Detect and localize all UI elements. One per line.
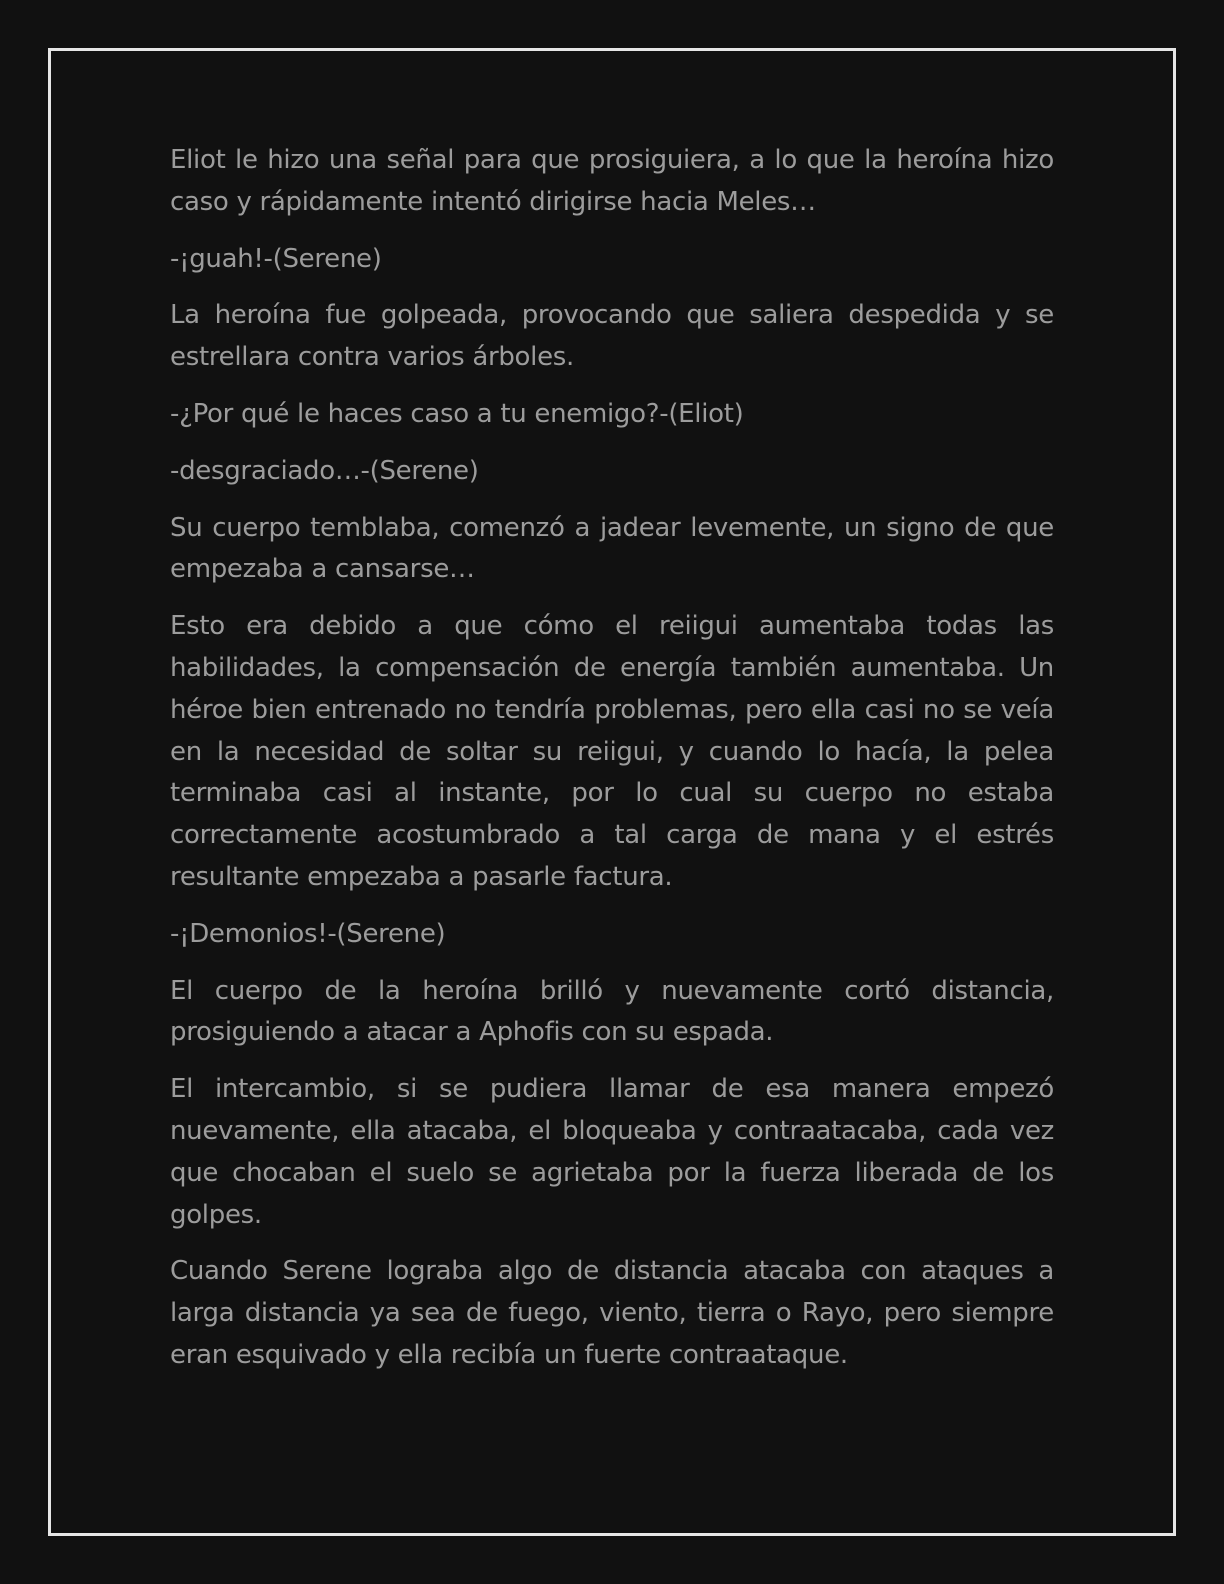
- paragraph-narration: Eliot le hizo una señal para que prosiguiera, a lo que la heroína hizo caso y rápidamente intentó dirigirse hacia Meles…: [170, 145, 1054, 217]
- paragraph-narration: La heroína fue golpeada, provocando que saliera despedida y se estrellara contra varios árboles.: [170, 300, 1054, 373]
- paragraph-dialog: -¿Por qué le haces caso a tu enemigo?-(Eliot): [170, 398, 744, 429]
- paragraph-dialog: -¡guah!-(Serene): [170, 243, 382, 274]
- paragraph-narration: El intercambio, si se pudiera llamar de esa manera empezó nuevamente, ella atacaba, el bloqueaba y contraatacaba, cada vez que chocaban el suelo se agrietaba por la fuerza liberada de los golpes.: [170, 1074, 1054, 1230]
- paragraph-narration: Su cuerpo temblaba, comenzó a jadear levemente, un signo de que empezaba a cansarse…: [170, 512, 1054, 585]
- paragraph-narration: Cuando Serene lograba algo de distancia atacaba con ataques a larga distancia ya sea de fuego, viento, tierra o Rayo, pero siempre eran esquivado y ella recibía un fuerte contraataque.: [170, 1256, 1054, 1370]
- paragraph-dialog: -¡Demonios!-(Serene): [170, 918, 446, 949]
- paragraph-dialog: -desgraciado…-(Serene): [170, 455, 479, 486]
- document-body: [170, 140, 1054, 1392]
- paragraph-narration: El cuerpo de la heroína brilló y nuevamente cortó distancia, prosiguiendo a atacar a Aphofis con su espada.: [170, 975, 1054, 1048]
- paragraph-narration: Esto era debido a que cómo el reiigui aumentaba todas las habilidades, la compensación de energía también aumentaba. Un héroe bien entrenado no tendría problemas, pero ella casi no se veía en la necesidad de soltar su reiigui, y cuando lo hacía, la pelea terminaba casi al instante, por lo cual su cuerpo no estaba correctamente acostumbrado a tal carga de mana y el estrés resultante empezaba a pasarle factura.: [170, 611, 1054, 892]
